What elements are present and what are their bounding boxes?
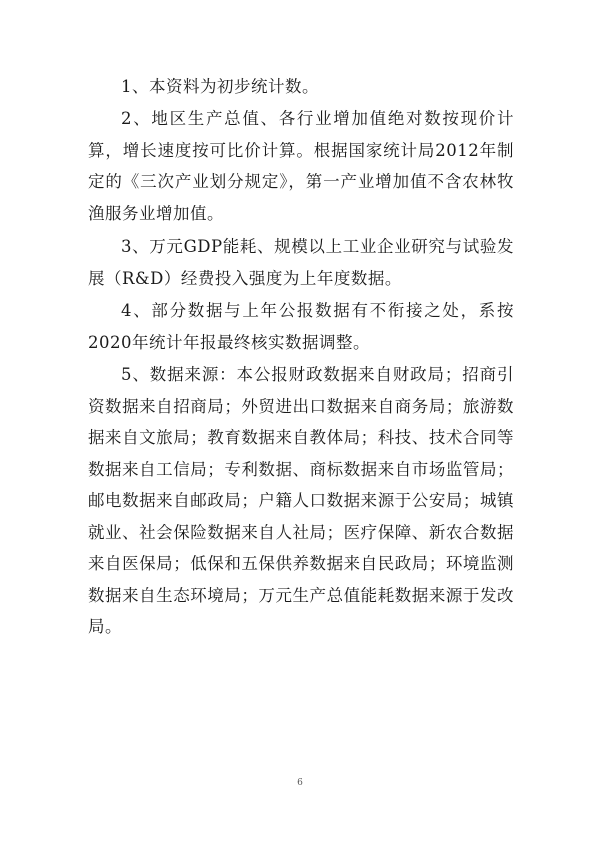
note-3: 3、万元GDP能耗、规模以上工业企业研究与试验发展（R&D）经费投入强度为上年度数据。 — [88, 237, 514, 288]
page-number: 6 — [297, 778, 303, 788]
note-4: 4、部分数据与上年公报数据有不衔接之处，系按2020年统计年报最终核实数据调整。 — [88, 301, 514, 352]
note-2: 2、地区生产总值、各行业增加值绝对数按现价计算，增长速度按可比价计算。根据国家统计局2012年制定的《三次产业划分规定》，第一产业增加值不含农林牧渔服务业增加值。 — [88, 109, 514, 223]
note-5: 5、数据来源：本公报财政数据来自财政局；招商引资数据来自招商局；外贸进出口数据来自商务局；旅游数据来自文旅局；教育数据来自教体局；科技、技术合同等数据来自工信局；专利数据、商标数据来自市场监管局；邮电数据来自邮政局；户籍人口数据来源于公安局；城镇就业、社会保险数据来自人社局；医疗保障、新农合数据来自医保局；低保和五保供养数据来自民政局；环境监测数据来自生态环境局；万元生产总值能耗数据来源于发改局。 — [88, 365, 514, 636]
note-1: 1、本资料为初步统计数。 — [121, 77, 319, 96]
